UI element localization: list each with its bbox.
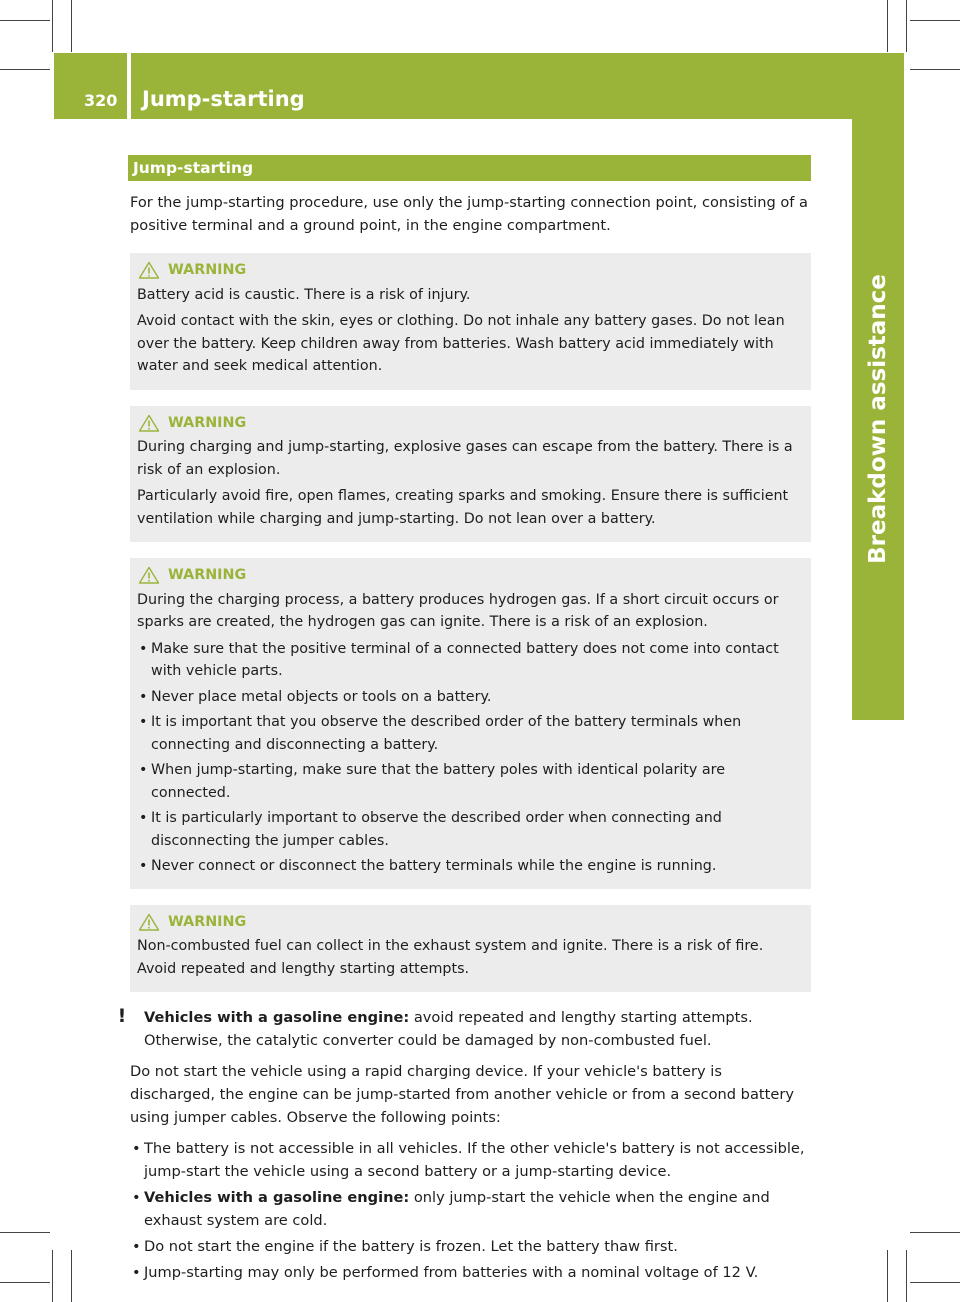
warning-text: During charging and jump-starting, explosive gases can escape from the battery. There is a risk of an explosion. (137, 439, 793, 478)
header-separator (127, 53, 131, 119)
points-list (130, 1137, 811, 1284)
warning-header (137, 259, 803, 282)
running-title: Jump-starting (142, 87, 305, 111)
note-text: avoid repeated and lengthy starting attempts. Otherwise, the catalytic converter could be damaged by non-combusted fuel. (144, 1009, 753, 1049)
crop-mark (71, 0, 72, 52)
warning-triangle-icon (138, 261, 160, 279)
list-item (130, 1186, 811, 1232)
section-heading: Jump-starting (128, 155, 811, 181)
section-tab (852, 119, 904, 720)
point-text: Do not start the engine if the battery is frozen. Let the battery thaw first. (144, 1238, 678, 1255)
crop-mark (910, 69, 960, 70)
crop-mark (887, 1250, 888, 1302)
section-tab-text-wrap (852, 119, 904, 720)
caution-note (117, 1005, 811, 1052)
main-content (117, 155, 811, 1287)
crop-mark (0, 20, 50, 21)
warning-bullet-list (137, 638, 803, 878)
warning-text: Avoid contact with the skin, eyes or clothing. Do not inhale any battery gases. Do not lean over the battery. Keep children away from batteries. Wash battery acid immediately with water and seek medical attention. (137, 313, 785, 374)
crop-mark (52, 1250, 53, 1302)
warning-header (137, 412, 803, 435)
warning-box (130, 905, 811, 993)
note-bold-label: Vehicles with a gasoline engine: (144, 1009, 410, 1026)
crop-mark (910, 1232, 960, 1233)
warning-title: WARNING (168, 567, 247, 583)
point-text: only jump-start the vehicle when the engine and exhaust system are cold. (144, 1189, 770, 1229)
crop-mark (52, 0, 53, 52)
warning-title: WARNING (168, 262, 247, 278)
point-text: The battery is not accessible in all vehicles. If the other vehicle's battery is not accessible, jump-start the vehicle using a second battery or a jump-starting device. (144, 1140, 805, 1180)
warning-text: During the charging process, a battery produces hydrogen gas. If a short circuit occurs or sparks are created, the hydrogen gas can ignite. There is a risk of an explosion. (137, 591, 779, 630)
warning-triangle-icon (138, 913, 160, 931)
list-item (130, 1261, 811, 1284)
warning-triangle-icon (138, 566, 160, 584)
crop-mark (0, 1232, 50, 1233)
warning-box (130, 558, 811, 889)
list-item: • Never connect or disconnect the battery terminals while the engine is running. (137, 855, 803, 878)
warning-title: WARNING (168, 913, 247, 930)
page-header-bar (54, 53, 904, 119)
crop-mark (71, 1250, 72, 1302)
list-item: • It is particularly important to observe the described order when connecting and disconnecting the jumper cables. (137, 807, 803, 852)
warning-box (130, 406, 811, 543)
warning-title: WARNING (168, 414, 247, 431)
section-tab-label: Breakdown assistance (865, 274, 891, 564)
list-item: • Never place metal objects or tools on a battery. (137, 686, 803, 709)
exclamation-icon: ! (117, 1005, 127, 1027)
point-text: Jump-starting may only be performed from batteries with a nominal voltage of 12 V. (144, 1264, 759, 1281)
list-item (130, 1137, 811, 1183)
page-number: 320 (84, 91, 118, 110)
warning-header (137, 911, 803, 934)
warning-text: Particularly avoid fire, open flames, creating sparks and smoking. Ensure there is sufficient ventilation while charging and jump-starting. Do not lean over a battery. (137, 488, 789, 527)
warning-header (137, 564, 803, 587)
warning-triangle-icon (138, 414, 160, 432)
crop-mark (906, 0, 907, 52)
warning-text: Non-combusted fuel can collect in the exhaust system and ignite. There is a risk of fire. Avoid repeated and lengthy starting attempts. (137, 938, 764, 977)
crop-mark (0, 1282, 50, 1283)
point-bold-label: Vehicles with a gasoline engine: (144, 1189, 410, 1206)
list-item: • Make sure that the positive terminal of a connected battery does not come into contact with vehicle parts. (137, 638, 803, 683)
crop-mark (906, 1250, 907, 1302)
crop-mark (910, 20, 960, 21)
list-item: • When jump-starting, make sure that the battery poles with identical polarity are connected. (137, 759, 803, 804)
crop-mark (910, 1282, 960, 1283)
crop-mark (0, 69, 50, 70)
body-paragraph: Do not start the vehicle using a rapid charging device. If your vehicle's battery is discharged, the engine can be jump-started from another vehicle or from a second battery using jumper cables. Observe the following points: (130, 1063, 794, 1126)
warning-text: Battery acid is caustic. There is a risk of injury. (137, 286, 471, 303)
list-item: • It is important that you observe the described order of the battery terminals when connecting and disconnecting a battery. (137, 711, 803, 756)
list-item (130, 1235, 811, 1258)
intro-paragraph: For the jump-starting procedure, use only the jump-starting connection point, consisting of a positive terminal and a ground point, in the engine compartment. (130, 194, 808, 234)
warning-box (130, 253, 811, 390)
crop-mark (887, 0, 888, 52)
